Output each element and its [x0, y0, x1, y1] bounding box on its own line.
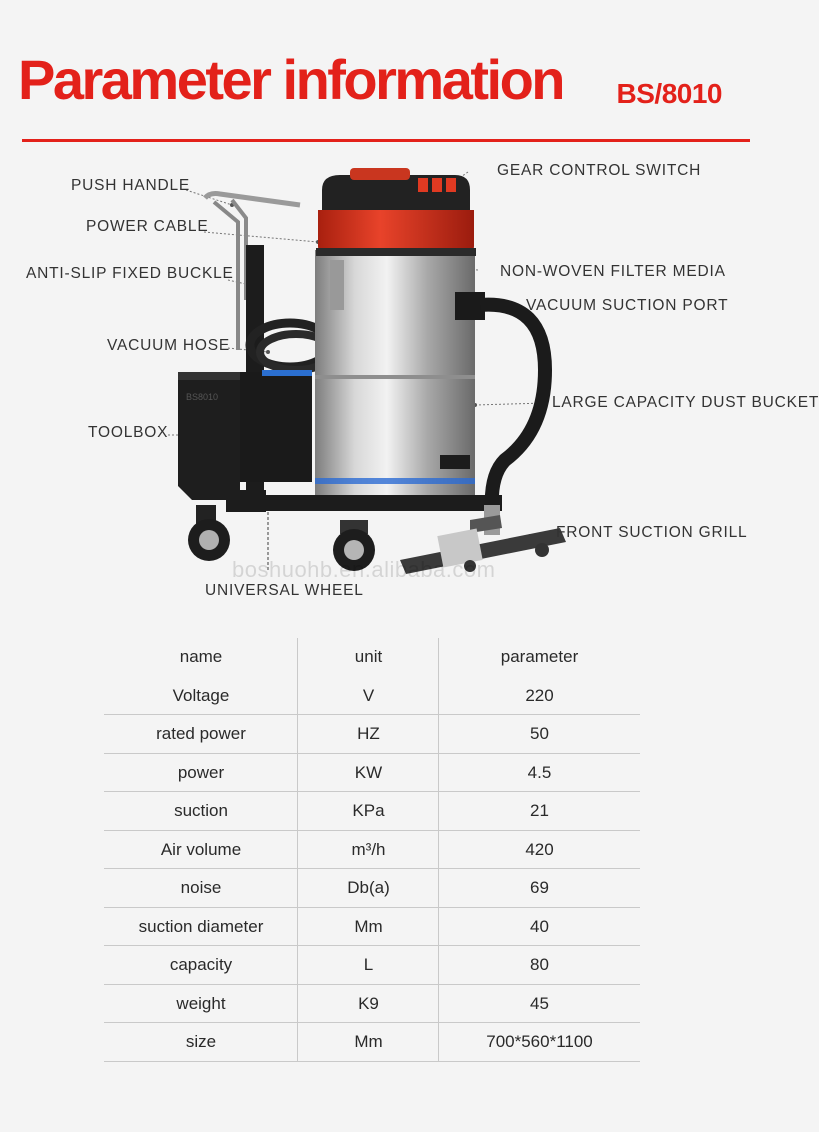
spec-value: 45 [530, 993, 549, 1013]
spec-value: 4.5 [527, 762, 552, 782]
spec-name: noise [104, 869, 298, 908]
callout-dust-bucket: LARGE CAPACITY DUST BUCKET [552, 394, 819, 411]
table-row [104, 677, 640, 716]
model-number: BS/8010 [616, 78, 722, 109]
spec-unit: K9 [298, 985, 439, 1024]
callout-suction-port: VACUUM SUCTION PORT [526, 297, 729, 314]
table-row [104, 946, 640, 985]
spec-value: 80 [530, 955, 549, 975]
spec-table-header [104, 638, 640, 677]
watermark: boshuohb.en.alibaba.com [232, 557, 496, 582]
header-name: name [104, 638, 298, 677]
table-row [104, 831, 640, 870]
spec-unit: Mm [298, 1023, 439, 1062]
callout-gear-control-switch: GEAR CONTROL SWITCH [497, 162, 702, 179]
callout-front-grill: FRONT SUCTION GRILL [556, 524, 748, 541]
spec-name: suction [104, 792, 298, 831]
table-row [104, 754, 640, 793]
callout-anti-slip-buckle: ANTI-SLIP FIXED BUCKLE [26, 265, 234, 282]
spec-name: Voltage [104, 677, 298, 716]
spec-unit: V [298, 677, 439, 716]
title-divider [22, 139, 750, 142]
spec-value: 420 [525, 839, 554, 859]
callout-filter-media: NON-WOVEN FILTER MEDIA [500, 263, 726, 280]
spec-value: 69 [530, 878, 549, 898]
spec-value: 50 [530, 724, 549, 744]
callout-power-cable: POWER CABLE [86, 218, 209, 235]
spec-name: suction diameter [104, 908, 298, 947]
table-row [104, 908, 640, 947]
spec-unit: L [298, 946, 439, 985]
spec-name: weight [104, 985, 298, 1024]
header-parameter: parameter [500, 647, 579, 667]
spec-unit: KW [298, 754, 439, 793]
spec-unit: HZ [298, 715, 439, 754]
table-row [104, 985, 640, 1024]
spec-unit: Db(a) [298, 869, 439, 908]
spec-value: 220 [525, 685, 554, 705]
page-title: Parameter information [18, 48, 563, 111]
callout-push-handle: PUSH HANDLE [71, 177, 191, 194]
callout-universal-wheel: UNIVERSAL WHEEL [205, 582, 364, 599]
svg-text:BS8010: BS8010 [186, 392, 219, 402]
callout-vacuum-hose: VACUUM HOSE [107, 337, 231, 354]
table-row [104, 715, 640, 754]
header-unit: unit [298, 638, 439, 677]
spec-name: Air volume [104, 831, 298, 870]
spec-value: 21 [530, 801, 549, 821]
spec-name: capacity [104, 946, 298, 985]
spec-value: 40 [530, 916, 549, 936]
spec-table [104, 638, 640, 1062]
callout-toolbox: TOOLBOX [88, 424, 169, 441]
spec-name: size [104, 1023, 298, 1062]
table-row [104, 869, 640, 908]
spec-value: 700*560*1100 [486, 1032, 593, 1052]
spec-unit: KPa [298, 792, 439, 831]
spec-unit: m³/h [298, 831, 439, 870]
spec-unit: Mm [298, 908, 439, 947]
spec-name: power [104, 754, 298, 793]
spec-name: rated power [104, 715, 298, 754]
table-row [104, 1023, 640, 1062]
table-row [104, 792, 640, 831]
